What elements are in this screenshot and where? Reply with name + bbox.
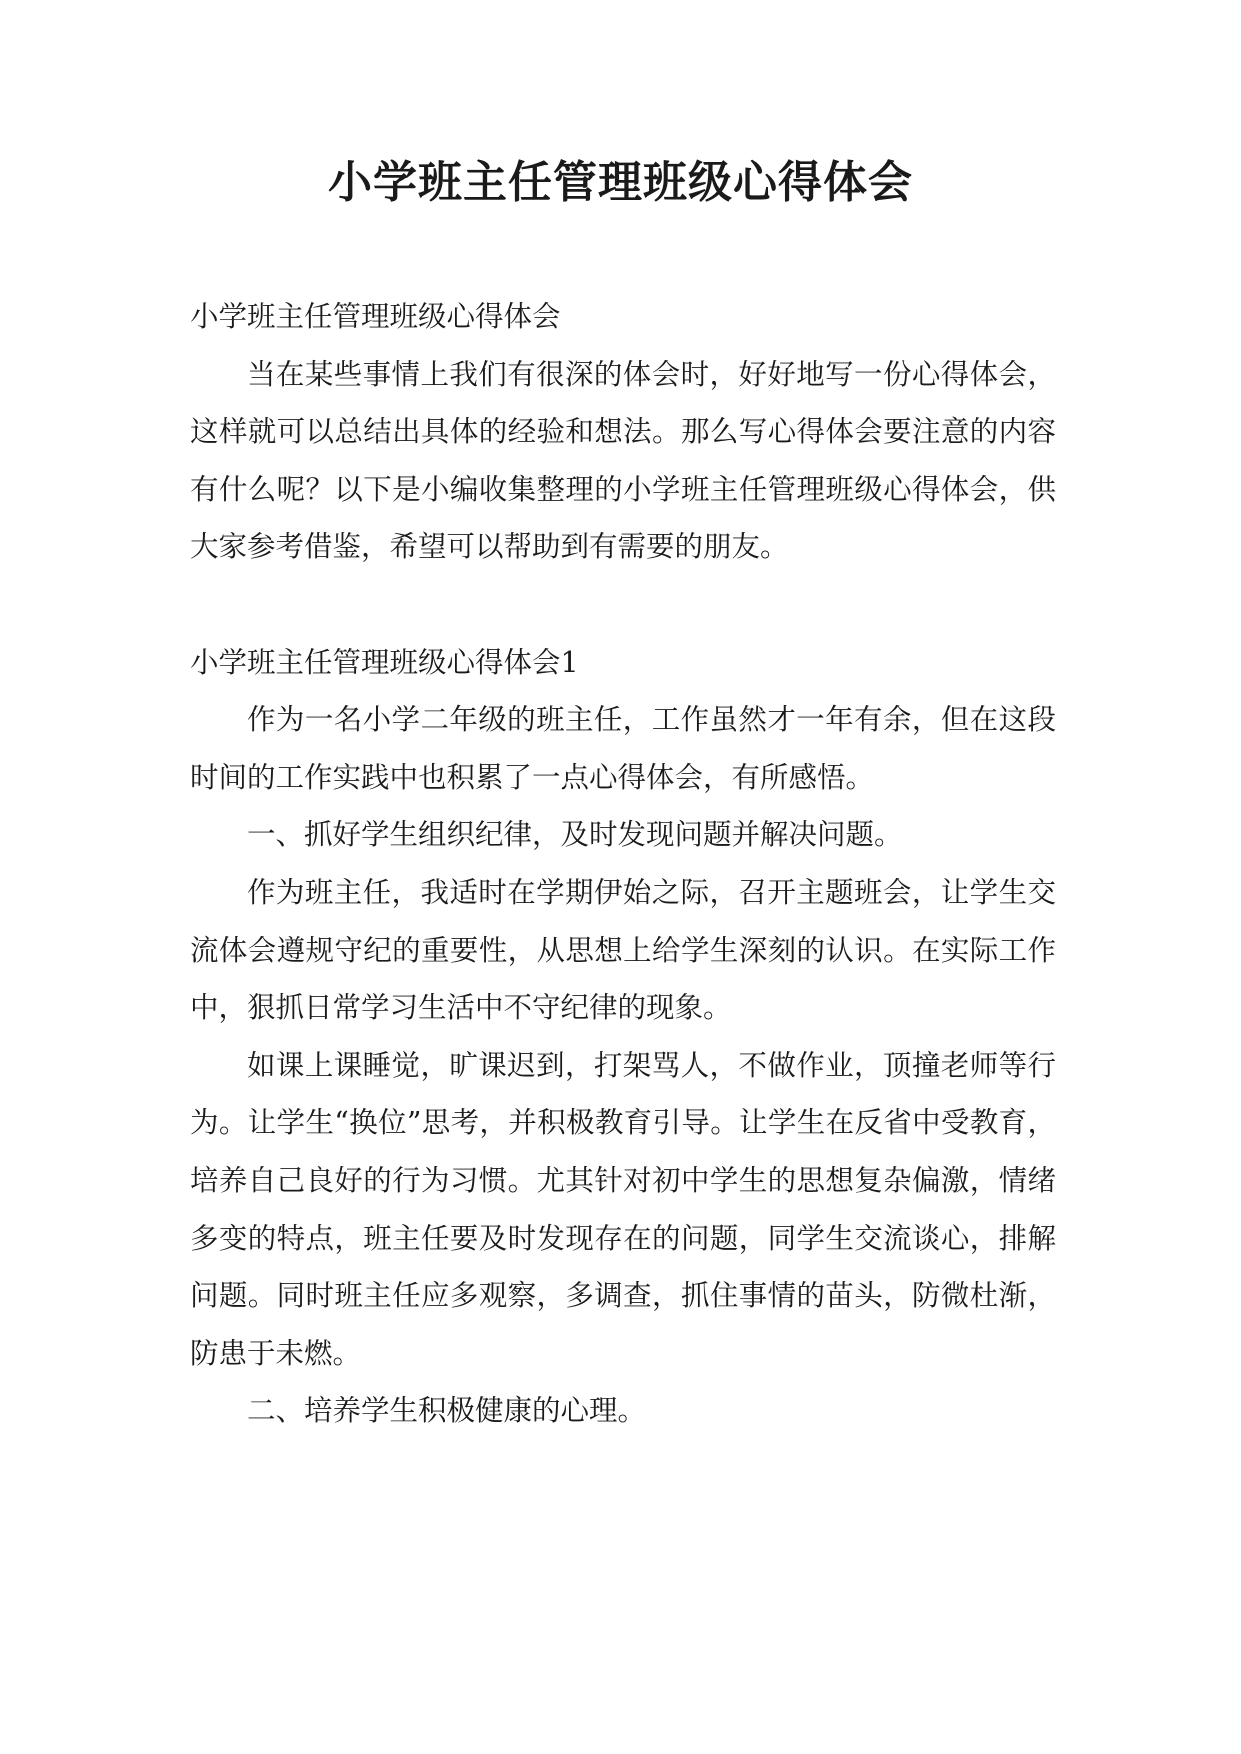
subsection-heading: 二、培养学生积极健康的心理。	[247, 1394, 647, 1428]
body-paragraph: 作为班主任，我适时在学期伊始之际，召开主题班会，让学生交流体会遵规守纪的重要性，从思想上给学生深刻的认识。在实际工作中，狠抓日常学习生活中不守纪律的现象。	[190, 875, 1056, 1025]
intro-paragraph: 当在某些事情上我们有很深的体会时，好好地写一份心得体会，这样就可以总结出具体的经验和想法。那么写心得体会要注意的内容有什么呢？以下是小编收集整理的小学班主任管理班级心得体会，供大家参考借鉴，希望可以帮助到有需要的朋友。	[190, 357, 1056, 564]
body-paragraph: 作为一名小学二年级的班主任，工作虽然才一年有余，但在这段时间的工作实践中也积累了一点心得体会，有所感悟。	[190, 703, 1056, 794]
section-heading: 小学班主任管理班级心得体会1	[190, 645, 579, 679]
document-title: 小学班主任管理班级心得体会	[328, 157, 913, 208]
document-body	[190, 288, 1056, 1440]
body-paragraph: 如课上课睡觉，旷课迟到，打架骂人，不做作业，顶撞老师等行为。让学生“换位”思考，并积极教育引导。让学生在反省中受教育，培养自己良好的行为习惯。尤其针对初中学生的思想复杂偏激，情绪多变的特点，班主任要及时发现存在的问题，同学生交流谈心，排解问题。同时班主任应多观察，多调查，抓住事情的苗头，防微杜渐，防患于未燃。	[190, 1048, 1056, 1370]
section-spacer	[190, 576, 1056, 634]
subsection-heading: 一、抓好学生组织纪律，及时发现问题并解决问题。	[247, 818, 903, 852]
intro-heading: 小学班主任管理班级心得体会	[190, 300, 561, 333]
